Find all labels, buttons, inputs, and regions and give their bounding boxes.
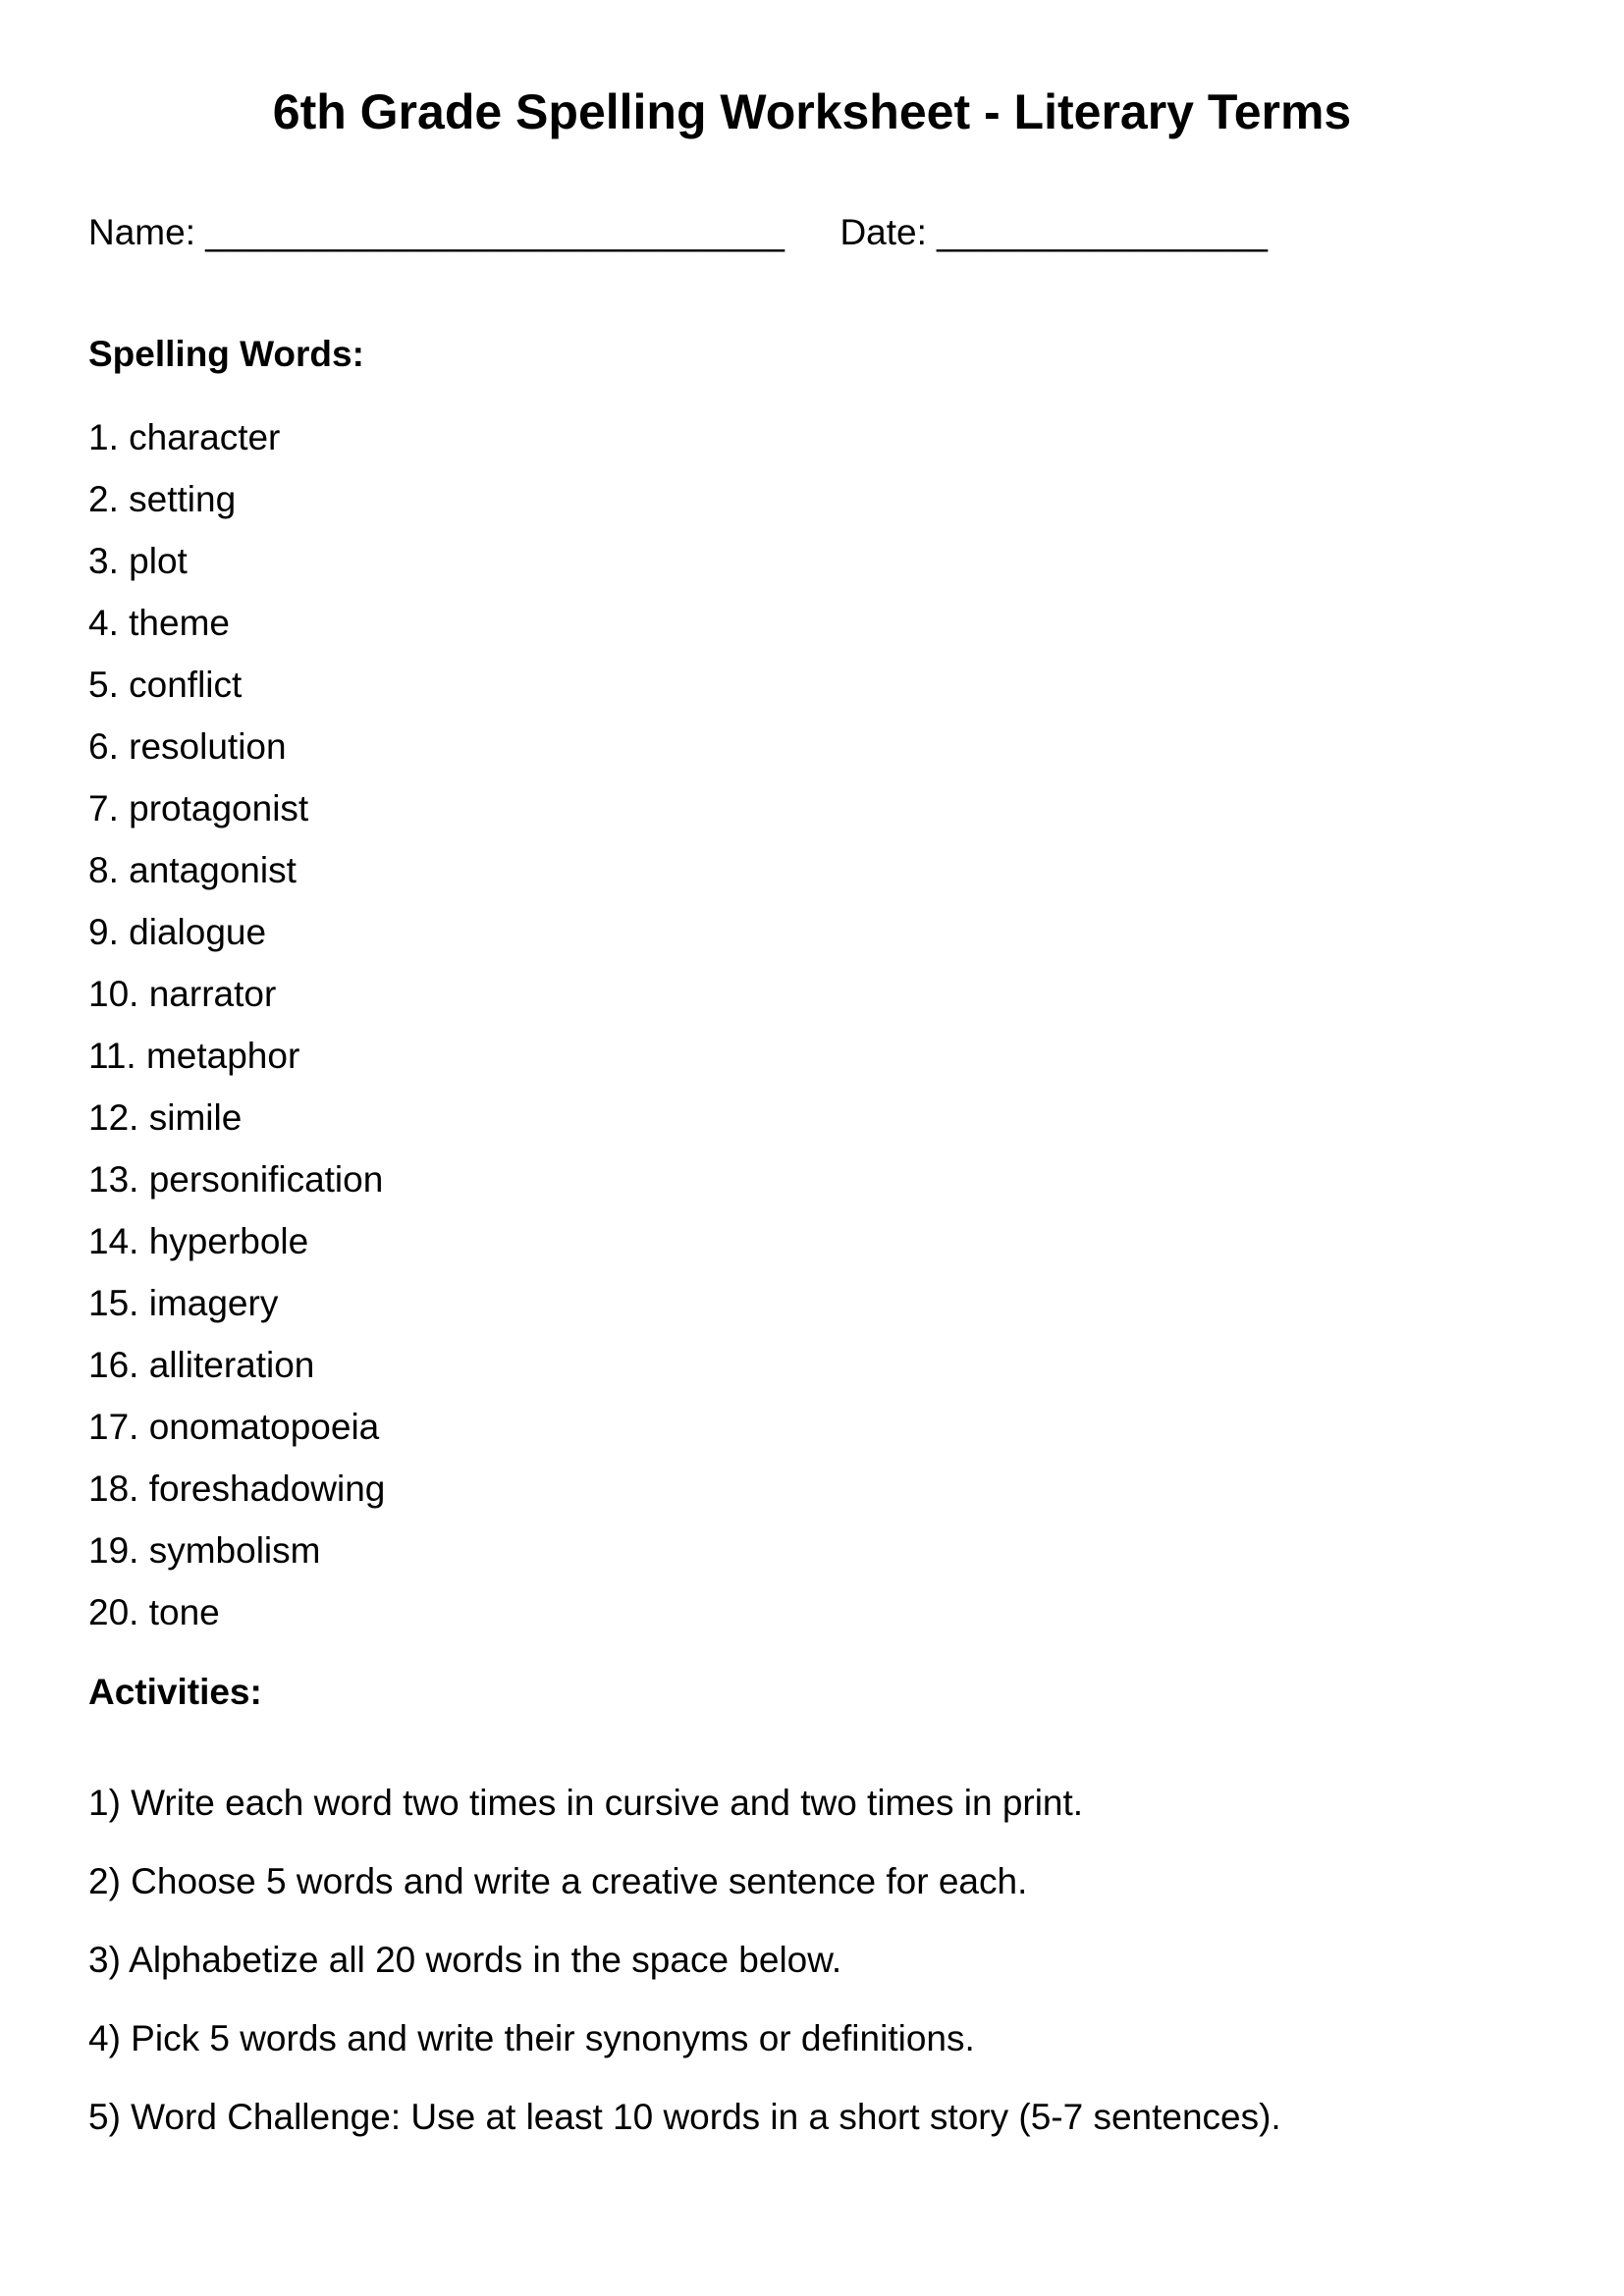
spelling-word-text: metaphor	[145, 1036, 300, 1076]
spelling-word-number: 16.	[88, 1345, 149, 1385]
spelling-word	[88, 665, 1536, 706]
spelling-word	[88, 1221, 1536, 1262]
spelling-word	[88, 1159, 1536, 1201]
spelling-word	[88, 603, 1536, 644]
spelling-word-number: 10.	[88, 974, 149, 1014]
spelling-word-text: antagonist	[129, 850, 297, 890]
spelling-word-text: hyperbole	[148, 1221, 309, 1261]
spelling-word	[88, 1530, 1536, 1572]
date-blank-line: ________________	[937, 212, 1269, 252]
activity-list	[88, 1783, 1536, 2293]
activity-item: 1) Write each word two times in cursive and two times in print.	[88, 1783, 1084, 1823]
spelling-word	[88, 974, 1536, 1015]
spelling-word-text: foreshadowing	[148, 1468, 386, 1509]
spelling-word-text: symbolism	[148, 1530, 321, 1571]
name-blank-line: ____________________________	[205, 212, 785, 252]
spelling-word	[88, 417, 1536, 458]
spelling-word-text: character	[129, 417, 281, 457]
name-date-row	[88, 211, 1536, 254]
spelling-word	[88, 1283, 1536, 1324]
spelling-word-number: 9.	[88, 912, 130, 952]
spelling-word	[88, 788, 1536, 829]
spelling-word-number: 14.	[88, 1221, 149, 1261]
spelling-word-number: 2.	[88, 479, 130, 519]
spelling-word-text: simile	[148, 1097, 243, 1138]
spelling-word	[88, 726, 1536, 768]
spelling-word-number: 20.	[88, 1592, 149, 1632]
spelling-word-list	[88, 417, 1536, 1633]
name-label: Name:	[88, 212, 195, 252]
activities-heading: Activities:	[88, 1672, 262, 1712]
activity-item: 4) Pick 5 words and write their synonyms or definitions.	[88, 2018, 975, 2058]
date-label: Date:	[839, 212, 927, 252]
spelling-word-text: resolution	[129, 726, 287, 767]
spelling-words-heading: Spelling Words:	[88, 334, 364, 374]
spelling-word-text: plot	[129, 541, 188, 581]
spelling-word-number: 17.	[88, 1407, 149, 1447]
spelling-word-number: 15.	[88, 1283, 149, 1323]
spelling-word-text: setting	[129, 479, 237, 519]
spelling-word-text: imagery	[148, 1283, 279, 1323]
spelling-word	[88, 1097, 1536, 1139]
spelling-word-text: onomatopoeia	[148, 1407, 380, 1447]
spelling-word-text: theme	[129, 603, 230, 643]
spelling-word	[88, 1468, 1536, 1510]
spelling-word-text: tone	[148, 1592, 220, 1632]
spelling-word-number: 5.	[88, 665, 130, 705]
spelling-word-text: alliteration	[148, 1345, 315, 1385]
activity-item: 5) Word Challenge: Use at least 10 words in a short story (5-7 sentences).	[88, 2097, 1281, 2137]
spelling-word	[88, 1407, 1536, 1448]
spelling-word-number: 18.	[88, 1468, 149, 1509]
spelling-word-text: narrator	[148, 974, 277, 1014]
spelling-word-number: 13.	[88, 1159, 149, 1200]
spelling-word	[88, 541, 1536, 582]
spelling-word-text: personification	[148, 1159, 384, 1200]
spelling-word	[88, 1592, 1536, 1633]
spelling-word-number: 8.	[88, 850, 130, 890]
spelling-word-number: 3.	[88, 541, 130, 581]
spelling-word-number: 12.	[88, 1097, 149, 1138]
activity-item: 3) Alphabetize all 20 words in the space below.	[88, 1940, 842, 1980]
spelling-word	[88, 1036, 1536, 1077]
spelling-word-number: 4.	[88, 603, 130, 643]
spelling-word	[88, 479, 1536, 520]
spelling-word-number: 6.	[88, 726, 130, 767]
spelling-word-number: 19.	[88, 1530, 149, 1571]
spelling-word-number: 7.	[88, 788, 130, 828]
spelling-word-text: conflict	[129, 665, 243, 705]
spelling-word-text: protagonist	[129, 788, 309, 828]
spelling-word-text: dialogue	[129, 912, 267, 952]
spelling-word	[88, 912, 1536, 953]
activity-item: 2) Choose 5 words and write a creative sentence for each.	[88, 1861, 1028, 1901]
spelling-word-number: 11.	[88, 1036, 146, 1076]
spelling-word	[88, 850, 1536, 891]
page-title: 6th Grade Spelling Worksheet - Literary Terms	[272, 84, 1352, 139]
spelling-word-number: 1.	[88, 417, 130, 457]
spelling-word	[88, 1345, 1536, 1386]
